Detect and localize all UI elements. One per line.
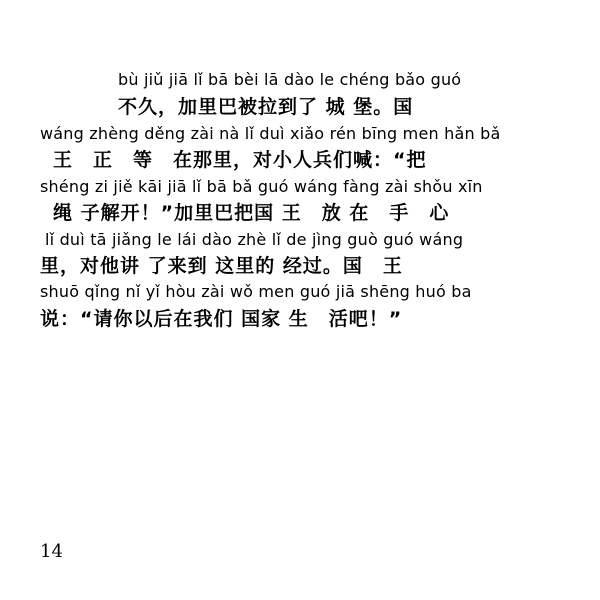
page-number: 14 <box>40 541 63 562</box>
pinyin-line-3: shéng zi jiě kāi jiā lǐ bā bǎ guó wáng fàng zài shǒu xīn <box>40 177 483 196</box>
pinyin-line-5: shuō qǐng nǐ yǐ hòu zài wǒ men guó jiā shēng huó ba <box>40 282 472 301</box>
pinyin-line-1: bù jiǔ jiā lǐ bā bèi lā dào le chéng bǎo guó <box>118 70 462 89</box>
pinyin-line-4: lǐ duì tā jiǎng le lái dào zhè lǐ de jìng guò guó wáng <box>45 230 464 249</box>
hanzi-line-4: 里，对他讲 了来到 这里的 经过。国 王 <box>40 255 403 277</box>
hanzi-line-1: 不久，加里巴被拉到了 城 堡。国 <box>118 96 414 118</box>
hanzi-line-3: 绳 子解开！”加里巴把国 王 放 在 手 心 <box>53 202 450 224</box>
hanzi-line-2: 王 正 等 在那里，对小人兵们喊：“把 <box>53 149 427 171</box>
pinyin-line-2: wáng zhèng děng zài nà lǐ duì xiǎo rén bīng men hǎn bǎ <box>40 124 501 143</box>
hanzi-line-5: 说：“请你以后在我们 国家 生 活吧！” <box>40 308 403 330</box>
